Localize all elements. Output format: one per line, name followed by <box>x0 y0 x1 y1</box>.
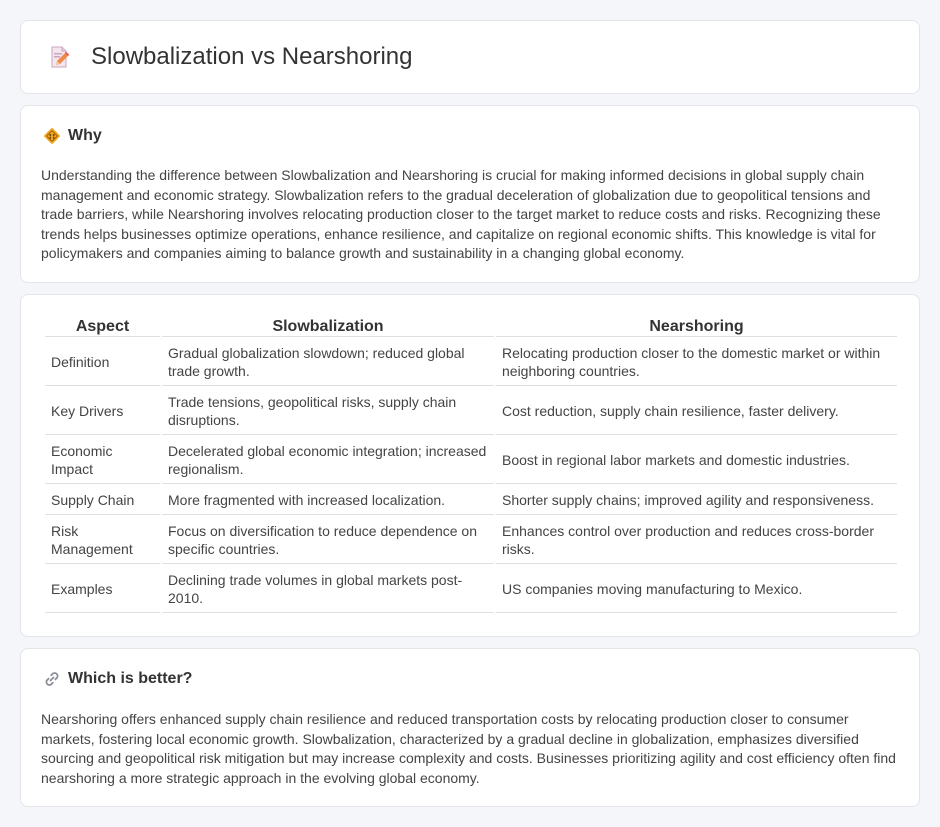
cell-slowbalization: Declining trade volumes in global markets post-2010. <box>162 566 494 613</box>
cell-nearshoring: Enhances control over production and reduces cross-border risks. <box>496 517 897 564</box>
why-heading: Why <box>68 127 102 144</box>
header-aspect: Aspect <box>45 317 160 337</box>
cell-slowbalization: More fragmented with increased localization. <box>162 486 494 515</box>
which-better-paragraph: Nearshoring offers enhanced supply chain resilience and reduced transportation costs by relocating production closer to consumer markets, fostering local economic growth. Slowbalization, characterized by a gradual decline in globalization, emphasizes diversified sourcing and geopolitical risk mitigation but may increase complexity and costs. Businesses prioritizing agility and cost efficiency often find nearshoring a more strategic approach in the evolving global economy. <box>41 711 896 786</box>
which-better-header <box>43 670 192 688</box>
table-row <box>45 339 897 386</box>
header-nearshoring: Nearshoring <box>496 317 897 337</box>
why-paragraph: Understanding the difference between Slowbalization and Nearshoring is crucial for making informed decisions in global supply chain management and economic strategy. Slowbalization refers to the gradual deceleration of globalization due to geopolitical tensions and trade barriers, while Nearshoring involves relocating production closer to the target market to reduce costs and risks. Recognizing these trends helps businesses optimize operations, enhance resilience, and capitalize on regional economic shifts. This knowledge is vital for policymakers and companies aiming to balance growth and sustainability in a changing global economy. <box>41 167 881 262</box>
table-row <box>45 437 897 484</box>
comparison-table <box>43 315 899 615</box>
cell-nearshoring: US companies moving manufacturing to Mexico. <box>496 566 897 613</box>
cell-slowbalization: Decelerated global economic integration; increased regionalism. <box>162 437 494 484</box>
cell-aspect: Examples <box>45 566 160 613</box>
page-title: Slowbalization vs Nearshoring <box>91 43 413 70</box>
table-row <box>45 517 897 564</box>
which-better-section <box>20 648 920 807</box>
why-header <box>43 127 102 145</box>
cell-nearshoring: Relocating production closer to the domestic market or within neighboring countries. <box>496 339 897 386</box>
diamond-sign-icon <box>43 127 61 145</box>
header-slowbalization: Slowbalization <box>162 317 494 337</box>
cell-aspect: Risk Management <box>45 517 160 564</box>
cell-slowbalization: Gradual globalization slowdown; reduced global trade growth. <box>162 339 494 386</box>
comparison-section <box>20 294 920 637</box>
cell-aspect: Definition <box>45 339 160 386</box>
edit-document-icon <box>47 45 71 69</box>
title-row <box>47 43 413 71</box>
which-better-heading: Which is better? <box>68 670 193 687</box>
title-card <box>20 20 920 94</box>
cell-slowbalization: Trade tensions, geopolitical risks, supply chain disruptions. <box>162 388 494 435</box>
table-row <box>45 486 897 515</box>
table-row <box>45 388 897 435</box>
cell-aspect: Key Drivers <box>45 388 160 435</box>
cell-aspect: Economic Impact <box>45 437 160 484</box>
link-icon <box>43 670 61 688</box>
cell-aspect: Supply Chain <box>45 486 160 515</box>
cell-slowbalization: Focus on diversification to reduce dependence on specific countries. <box>162 517 494 564</box>
why-section <box>20 105 920 283</box>
cell-nearshoring: Shorter supply chains; improved agility and responsiveness. <box>496 486 897 515</box>
table-row <box>45 566 897 613</box>
cell-nearshoring: Cost reduction, supply chain resilience, faster delivery. <box>496 388 897 435</box>
table-header-row <box>45 317 897 337</box>
cell-nearshoring: Boost in regional labor markets and domestic industries. <box>496 437 897 484</box>
